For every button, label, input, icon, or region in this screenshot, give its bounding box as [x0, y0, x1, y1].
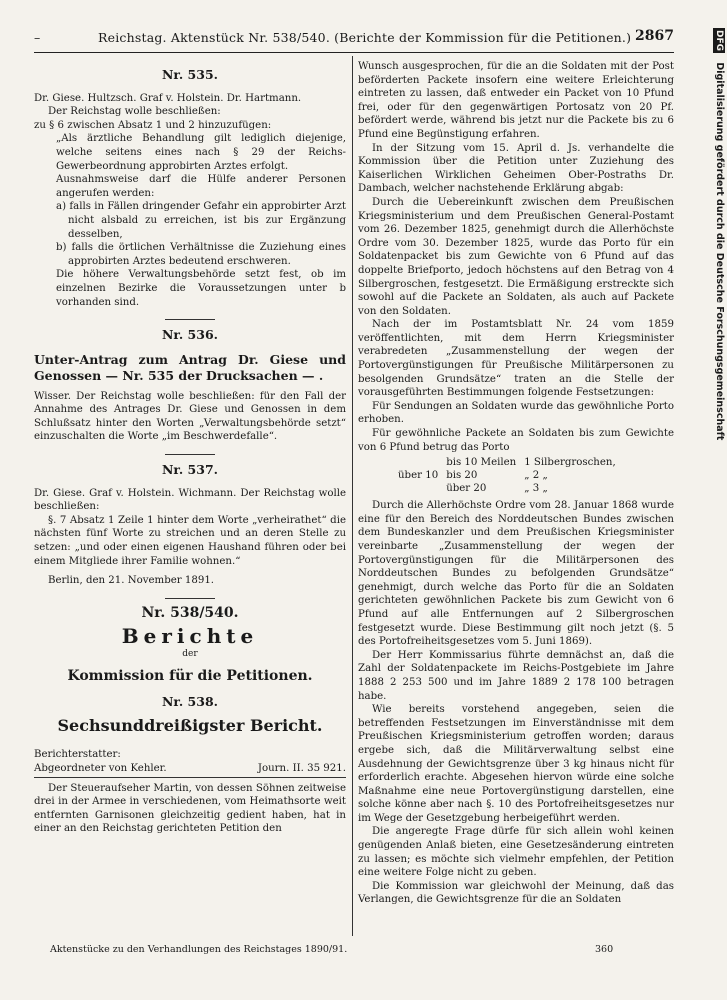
separator [165, 598, 215, 599]
porto-cell: „ 2 „ [524, 470, 548, 482]
nr537-text: §. 7 Absatz 1 Zeile 1 hinter dem Worte „verheirathet“ die nächsten fünf Worte zu streichen und an deren Stelle zu setzen: „und oder einen eigenen Haushand führen oder bei einem Mitgliede ihrer Familie wohnen.“ [34, 514, 346, 567]
der-word: der [182, 649, 198, 659]
report-para-5: Für Sendungen an Soldaten wurde das gewöhnliche Porto erhoben. [358, 400, 674, 426]
page-number: 2867 [635, 28, 674, 44]
nr535-text-2: Ausnahmsweise darf die Hülfe anderer Personen angerufen werden: [56, 174, 346, 199]
porto-table [398, 456, 624, 495]
nr535-section: zu § 6 zwischen Absatz 1 und 2 hinzuzufügen: [34, 119, 272, 131]
nr535-text-1: „Als ärztliche Behandlung gilt lediglich diejenige, welche seitens eines nach § 29 der Reichs-Gewerbeordnung approbirten Arztes erfolgt. [56, 133, 346, 172]
porto-cell: „ 3 „ [524, 483, 548, 495]
report-para-9: Wie bereits vorstehend angegeben, seien die betreffenden Festsetzungen im Einverständnisse mit dem Preußischen Kriegsministerium getroffen worden; daraus ergebe sich, daß die Militärverwaltung selbst eine Ausdehnung der Gewichtsgrenze über 3 kg hinaus nicht für erforderlich erachte. Abgesehen hiervon würde eine solche Maßnahme eine neue Portovergünstigung darstellen, eine solche könne aber nach §. 10 des Portofreiheitsgesetzes nur im Wege der Gesetzgebung herbeigeführt werden. [358, 704, 674, 824]
nr535-motion: Der Reichstag wolle beschließen: [48, 106, 221, 118]
nr535-authors: Dr. Giese. Hultzsch. Graf v. Holstein. Dr. Hartmann. [34, 92, 302, 104]
report-para-1: Wunsch ausgesprochen, für die an die Soldaten mit der Post beförderten Packete insofern eine weitere Erleichterung eintreten zu lassen, daß entweder ein Packet von 10 Pfund frei, oder für den gegenwärtigen Portosatz von 20 Pf. befördert werde, während bis jetzt nur die Packete bis zu 6 Pfund eine Begünstigung erfahren. [358, 61, 674, 140]
porto-row [398, 456, 624, 469]
column-divider [352, 56, 353, 936]
separator [165, 319, 215, 320]
left-column [34, 60, 346, 836]
heading-nr-537: Nr. 537. [161, 462, 218, 478]
page-header [34, 28, 674, 50]
rapporteur-row [34, 762, 346, 778]
report-para-10: Die angeregte Frage dürfe für sich allein wohl keinen genügenden Anlaß bieten, eine Gesetzesänderung eintreten zu lassen; es möchte sich vielmehr empfehlen, der Petition eine weitere Folge nicht zu geben. [358, 826, 674, 879]
header-dash: – [34, 30, 41, 45]
porto-cell [398, 482, 446, 495]
dfg-side-label [701, 28, 725, 688]
heading-nr-538-540: Nr. 538/540. [141, 604, 239, 621]
report-para-2: In der Sitzung vom 15. April d. Js. verhandelte die Kommission über die Petition unter Zuziehung des Kaiserlichen Wirklichen Geheimen Ober-Postraths Dr. Dambach, welcher nachstehende Erklärung abgab: [358, 142, 674, 195]
running-title: Reichstag. Aktenstück Nr. 538/540. (Berichte der Kommission für die Petitionen.) [98, 30, 632, 45]
rapporteur-label: Berichterstatter: [34, 749, 121, 761]
header-rule [34, 52, 674, 53]
berichte-title: Berichte [121, 624, 259, 649]
footer-page-number: 360 [595, 944, 614, 955]
report-para-7: Durch die Allerhöchste Ordre vom 28. Januar 1868 wurde eine für den Bereich des Norddeutschen Bundes zwischen dem Bundeskanzler und dem Preußischen Kriegsminister vereinbarte „Zusammenstellung der wegen der Portovergünstigungen für die Militärpersonen des Norddeutschen Bundes zu befolgenden Grundsätze“ genehmigt, durch welche das Porto für die an Soldaten gerichteten gewöhnlichen Packete bis zum Gewicht von 6 Pfund auf alle Entfernungen auf 2 Silbergroschen festgesetzt wurde. Diese Bestimmung gilt noch jetzt (§. 5 des Portofreiheitsgesetzes vom 5. Juni 1869). [358, 500, 674, 648]
report-para-11: Die Kommission war gleichwohl der Meinung, daß das Verlangen, die Gewichtsgrenze für die an Soldaten [358, 880, 674, 906]
kommission-title: Kommission für die Petitionen. [67, 667, 313, 684]
report-para-8: Der Herr Kommissarius führte demnächst an, daß die Zahl der Soldatenpackete im Reichs-Postgebiete im Jahre 1888 2 253 500 und im Jahre 1889 2 178 100 betragen habe. [358, 649, 674, 702]
heading-nr-536: Nr. 536. [161, 327, 218, 343]
nr535-item-b: b) falls die örtlichen Verhältnisse die Zuziehung eines approbirten Arztes bedeutend erschweren. [56, 242, 346, 267]
report-title: Sechsunddreißigster Bericht. [57, 715, 323, 735]
porto-cell [398, 456, 446, 469]
right-column [358, 60, 674, 907]
nr535-text-3: Die höhere Verwaltungsbehörde setzt fest, ob im einzelnen Bezirke die Voraussetzungen unter b vorhanden sind. [56, 269, 346, 308]
date-line: Berlin, den 21. November 1891. [48, 575, 215, 587]
report-text-start: Der Steueraufseher Martin, von dessen Söhnen zeitweise drei in der Armee in verschiedenen, vom Heimathsorte weit entfernten Garnisonen gleichzeitig gedient haben, hat in einer an den Reichstag gerichteten Petition den [34, 782, 346, 835]
porto-cell: bis 20 [446, 470, 478, 482]
nr537-authors: Dr. Giese. Graf v. Holstein. Wichmann. Der Reichstag wolle beschließen: [34, 487, 346, 513]
footer-source: Aktenstücke zu den Verhandlungen des Reichstages 1890/91. [50, 944, 348, 955]
dfg-funding-text: Digitalisierung gefördert durch die Deutsche Forschungsgemeinschaft [714, 62, 725, 441]
dfg-logo: DFG [714, 30, 724, 52]
heading-nr-535: Nr. 535. [161, 67, 218, 82]
nr536-title: Unter-Antrag zum Antrag Dr. Giese und Genossen — Nr. 535 der Drucksachen — . [34, 351, 346, 383]
separator [165, 454, 215, 455]
nr536-text: Wisser. Der Reichstag wolle beschließen: für den Fall der Annahme des Antrages Dr. Giese und Genossen in dem Schlußsatz hinter den Worten „Verwaltungsbehörde setzt“ einzuschalten die Worte „im Beschwerdefalle“. [34, 390, 346, 443]
journal-number: Journ. II. 35 921. [257, 762, 346, 774]
porto-cell: 1 Silbergroschen, [524, 457, 616, 469]
report-para-3: Durch die Uebereinkunft zwischen dem Preußischen Kriegsministerium und dem Preußischen General-Postamt vom 26. Dezember 1825, genehmigt durch die Allerhöchste Ordre vom 30. Dezember 1825, wurde das Porto für ein Soldatenpacket bis zum Gewichte von 6 Pfund auf das doppelte Briefporto, jedoch höchstens auf den Betrag von 4 Silbergroschen, festgesetzt. Die Ermäßigung erstreckte sich sowohl auf die Packete an Soldaten, als auch auf Packete von den Soldaten. [358, 196, 674, 317]
nr535-item-a: a) falls in Fällen dringender Gefahr ein approbirter Arzt nicht alsbald zu erreichen, ist bis zur Ergänzung desselben, [56, 201, 346, 240]
porto-cell: bis 10 Meilen [446, 457, 517, 469]
heading-nr-538: Nr. 538. [161, 694, 218, 710]
report-para-4: Nach der im Postamtsblatt Nr. 24 vom 1859 veröffentlichten, mit dem Herrn Kriegsminister verabredeten „Zusammenstellung der wegen der Portovergünstigungen für Preußische Militärpersonen zu besolgenden Grundsätze“ traten an die Stelle der vorausgeführten Bestimmungen folgende Festsetzungen: [358, 319, 674, 399]
porto-cell: über 10 [398, 470, 439, 482]
porto-row [398, 482, 624, 495]
report-para-6: Für gewöhnliche Packete an Soldaten bis zum Gewichte von 6 Pfund betrug das Porto [358, 428, 674, 453]
rapporteur-name: Abgeordneter von Kehler. [34, 762, 167, 774]
porto-cell: über 20 [446, 483, 487, 495]
porto-row [398, 469, 624, 482]
